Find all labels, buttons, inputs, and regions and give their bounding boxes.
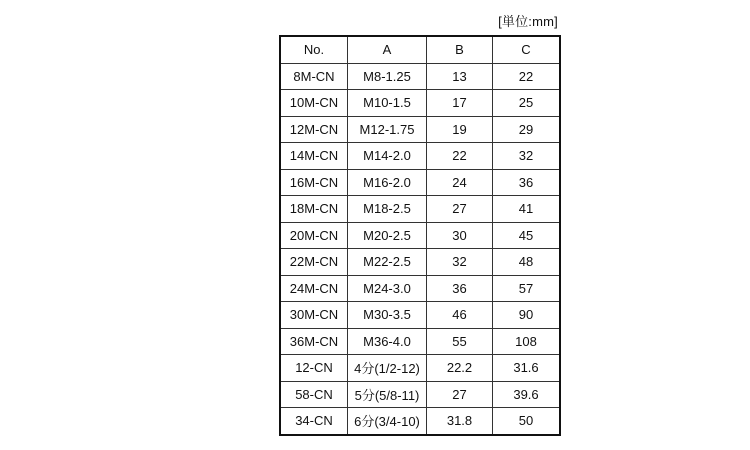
cell-b: 17 [427,90,493,117]
table-row [280,381,560,408]
cell-a: M18-2.5 [348,196,427,223]
cell-b: 27 [427,381,493,408]
cell-b: 24 [427,169,493,196]
table-row [280,275,560,302]
header-a: A [348,36,427,63]
table-row [280,249,560,276]
header-no: No. [280,36,348,63]
cell-b: 36 [427,275,493,302]
cell-a: M24-3.0 [348,275,427,302]
cell-a: 5分(5/8-11) [348,381,427,408]
cell-c: 31.6 [493,355,561,382]
cell-a: M14-2.0 [348,143,427,170]
cell-c: 29 [493,116,561,143]
cell-no: 34-CN [280,408,348,435]
cell-a: M20-2.5 [348,222,427,249]
cell-no: 36M-CN [280,328,348,355]
cell-no: 16M-CN [280,169,348,196]
cell-no: 18M-CN [280,196,348,223]
table-row [280,408,560,435]
dimension-table [279,35,561,436]
cell-b: 31.8 [427,408,493,435]
cell-b: 22 [427,143,493,170]
cell-a: M36-4.0 [348,328,427,355]
table-row [280,328,560,355]
cell-a: M22-2.5 [348,249,427,276]
cell-c: 32 [493,143,561,170]
cell-b: 46 [427,302,493,329]
table-row [280,169,560,196]
table-row [280,222,560,249]
cell-a: M8-1.25 [348,63,427,90]
cell-no: 14M-CN [280,143,348,170]
cell-b: 19 [427,116,493,143]
table-row [280,116,560,143]
cell-c: 57 [493,275,561,302]
table-row [280,90,560,117]
cell-a: M12-1.75 [348,116,427,143]
cell-c: 45 [493,222,561,249]
cell-a: M16-2.0 [348,169,427,196]
cell-c: 41 [493,196,561,223]
cell-no: 58-CN [280,381,348,408]
cell-c: 25 [493,90,561,117]
cell-a: 6分(3/4-10) [348,408,427,435]
cell-c: 108 [493,328,561,355]
table-row [280,302,560,329]
cell-b: 27 [427,196,493,223]
cell-a: M10-1.5 [348,90,427,117]
cell-c: 22 [493,63,561,90]
cell-no: 30M-CN [280,302,348,329]
cell-no: 24M-CN [280,275,348,302]
cell-no: 8M-CN [280,63,348,90]
table-row [280,143,560,170]
cell-c: 50 [493,408,561,435]
cell-no: 22M-CN [280,249,348,276]
cell-no: 12-CN [280,355,348,382]
cell-c: 36 [493,169,561,196]
cell-a: 4分(1/2-12) [348,355,427,382]
unit-label: [単位:mm] [498,14,558,29]
cell-c: 48 [493,249,561,276]
cell-no: 10M-CN [280,90,348,117]
cell-b: 13 [427,63,493,90]
header-b: B [427,36,493,63]
cell-b: 30 [427,222,493,249]
cell-c: 90 [493,302,561,329]
table-row [280,63,560,90]
cell-b: 55 [427,328,493,355]
table-row [280,196,560,223]
header-c: C [493,36,561,63]
cell-b: 32 [427,249,493,276]
cell-b: 22.2 [427,355,493,382]
cell-c: 39.6 [493,381,561,408]
cell-a: M30-3.5 [348,302,427,329]
header-row [280,36,560,63]
table-row [280,355,560,382]
cell-no: 12M-CN [280,116,348,143]
cell-no: 20M-CN [280,222,348,249]
